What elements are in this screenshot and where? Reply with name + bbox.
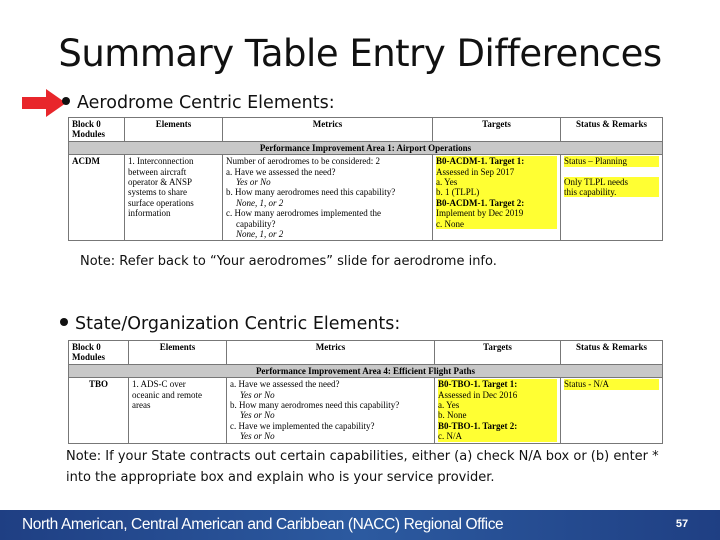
- metric-line: b. How many aerodromes need this capability?: [226, 187, 396, 198]
- metric-line: a. Have we assessed the need?: [226, 166, 336, 177]
- section-state-heading: [60, 314, 400, 334]
- target-line: a. Yes: [438, 400, 557, 410]
- section-aerodrome-heading: [62, 93, 335, 113]
- header-elements: Elements: [129, 341, 227, 365]
- bullet-icon: [62, 97, 70, 105]
- aerodrome-table: [68, 117, 663, 241]
- metrics-cell: [227, 378, 435, 443]
- pia-label: Performance Improvement Area 1: Airport Operations: [69, 141, 663, 154]
- slide-title: Summary Table Entry Differences: [58, 32, 662, 75]
- element-line: surface operations: [128, 197, 194, 208]
- table-row: [69, 155, 663, 241]
- element-line: systems to share: [128, 187, 187, 198]
- section-aerodrome-heading-text: Aerodrome Centric Elements:: [77, 93, 335, 113]
- pia-row: [69, 364, 663, 377]
- status-cell: [561, 378, 663, 443]
- table-header-row: [69, 118, 663, 142]
- element-line: information: [128, 208, 171, 219]
- element-line: operator & ANSP: [128, 177, 192, 188]
- header-status: Status & Remarks: [561, 118, 663, 142]
- header-status: Status & Remarks: [561, 341, 663, 365]
- status-line: Only TLPL needs: [564, 177, 659, 187]
- state-table: [68, 340, 663, 444]
- target-line: Assessed in Dec 2016: [438, 390, 557, 400]
- targets-cell: [433, 155, 561, 241]
- element-line: between aircraft: [128, 166, 187, 177]
- status-spacer: [564, 167, 659, 177]
- metric-line: Yes or No: [240, 389, 275, 400]
- header-modules: Block 0 Modules: [69, 118, 125, 142]
- elements-cell: [125, 155, 223, 241]
- right-arrow-icon: [22, 88, 66, 118]
- header-metrics: Metrics: [223, 118, 433, 142]
- element-line: oceanic and remote: [132, 389, 202, 400]
- header-elements: Elements: [125, 118, 223, 142]
- header-targets: Targets: [433, 118, 561, 142]
- status-cell: [561, 155, 663, 241]
- footer-office-name: North American, Central American and Caribbean (NACC) Regional Office: [22, 516, 504, 533]
- element-line: 1. Interconnection: [128, 156, 194, 167]
- status-line: Status – Planning: [564, 156, 659, 166]
- target-line: Assessed in Sep 2017: [436, 167, 557, 177]
- status-line: Status - N/A: [564, 379, 659, 389]
- footer-bar: [0, 510, 720, 540]
- pia-row: [69, 141, 663, 154]
- target-line: c. N/A: [438, 431, 557, 441]
- metric-line: None, 1, or 2: [236, 229, 284, 240]
- targets-cell: [435, 378, 561, 443]
- target-line: B0-ACDM-1. Target 1:: [436, 156, 557, 166]
- header-metrics: Metrics: [227, 341, 435, 365]
- target-line: a. Yes: [436, 177, 557, 187]
- status-line: this capability.: [564, 187, 659, 197]
- aerodrome-note: Note: Refer back to “Your aerodromes” slide for aerodrome info.: [80, 254, 497, 269]
- metric-line: Number of aerodromes to be considered: 2: [226, 156, 380, 167]
- metric-line: capability?: [236, 218, 276, 229]
- element-line: areas: [132, 400, 151, 411]
- page-number: 57: [675, 518, 689, 530]
- metric-line: None, 1, or 2: [236, 197, 284, 208]
- state-table-container: [66, 338, 664, 444]
- aerodrome-table-container: [66, 115, 666, 245]
- target-line: B0-ACDM-1. Target 2:: [436, 198, 557, 208]
- bullet-icon: [60, 318, 68, 326]
- metric-line: Yes or No: [240, 410, 275, 421]
- module-cell: TBO: [69, 378, 129, 443]
- pia-label: Performance Improvement Area 4: Efficient Flight Paths: [69, 364, 663, 377]
- metrics-cell: [223, 155, 433, 241]
- target-line: B0-TBO-1. Target 1:: [438, 379, 557, 389]
- element-line: 1. ADS-C over: [132, 379, 186, 390]
- state-note: Note: If your State contracts out certain capabilities, either (a) check N/A box or (b) enter * into the appropriate box and explain who is your service provider.: [66, 449, 659, 485]
- metric-line: Yes or No: [240, 431, 275, 442]
- target-line: c. None: [436, 219, 557, 229]
- metric-line: c. How many aerodromes implemented the: [226, 208, 381, 219]
- table-header-row: [69, 341, 663, 365]
- section-state-heading-text: State/Organization Centric Elements:: [75, 314, 401, 334]
- header-modules: Block 0 Modules: [69, 341, 129, 365]
- metric-line: Yes or No: [236, 177, 271, 188]
- metric-line: b. How many aerodromes need this capability?: [230, 400, 400, 411]
- target-line: b. None: [438, 410, 557, 420]
- elements-cell: [129, 378, 227, 443]
- target-line: B0-TBO-1. Target 2:: [438, 421, 557, 431]
- metric-line: a. Have we assessed the need?: [230, 379, 340, 390]
- module-cell: ACDM: [69, 155, 125, 241]
- table-row: [69, 378, 663, 443]
- header-targets: Targets: [435, 341, 561, 365]
- target-line: Implement by Dec 2019: [436, 208, 557, 218]
- target-line: b. 1 (TLPL): [436, 187, 557, 197]
- metric-line: c. Have we implemented the capability?: [230, 420, 375, 431]
